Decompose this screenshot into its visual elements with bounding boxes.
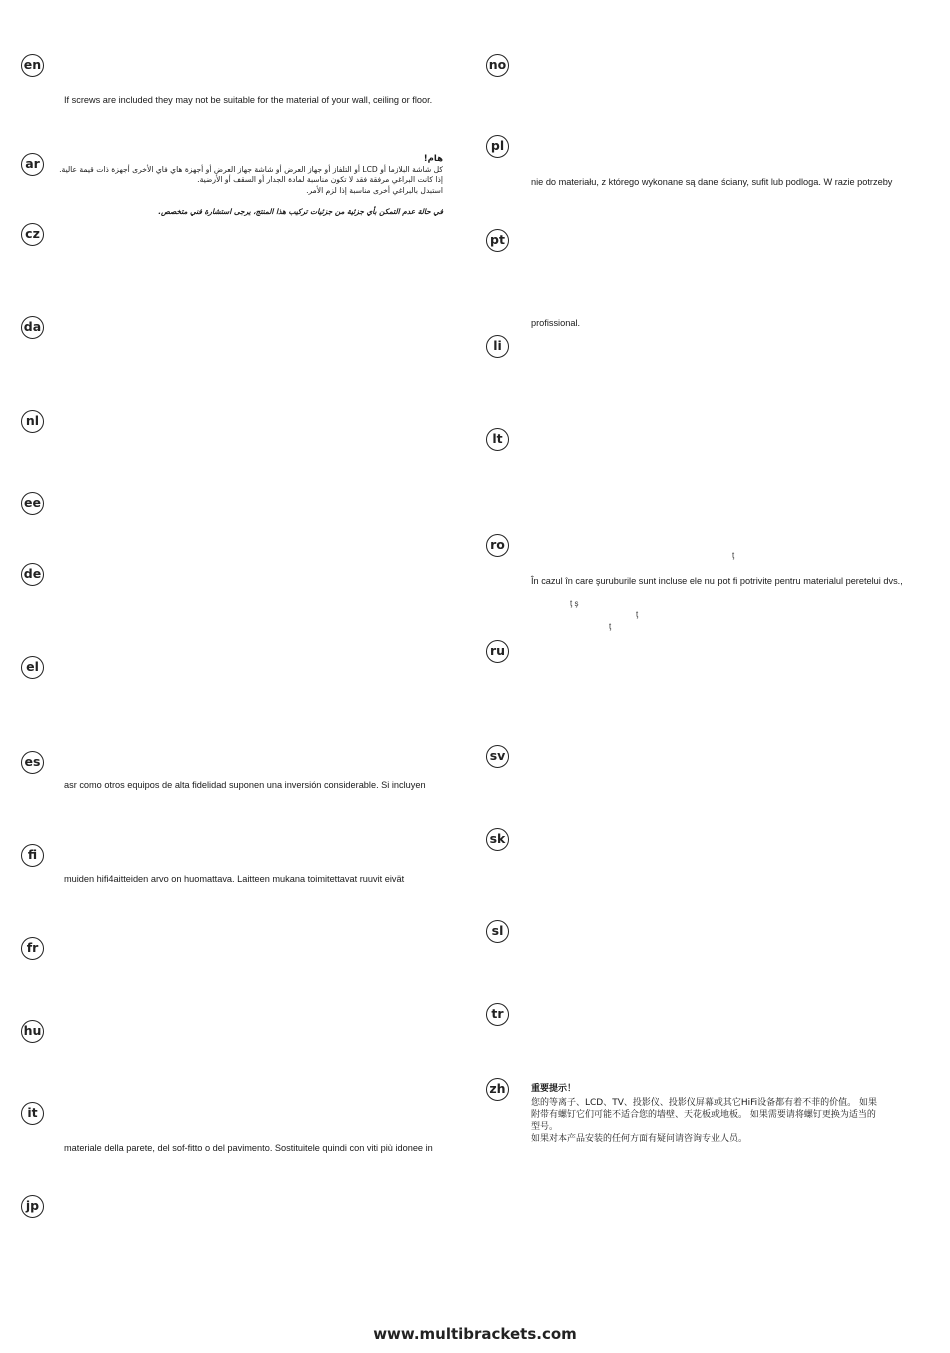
lang-badge-sl: sl [486, 920, 509, 943]
pt-text: profissional. [531, 318, 581, 328]
lang-badge-ru: ru [486, 640, 509, 663]
it-text: materiale della parete, del sof-fitto o del pavimento. Sostituitele quindi con viti più idonee in [64, 1143, 433, 1153]
lang-badge-lt: lt [486, 428, 509, 451]
lang-badge-sk: sk [486, 828, 509, 851]
zh-line-4: 如果对本产品安装的任何方面有疑问请咨询专业人员。 [531, 1134, 748, 1144]
zh-line-3: 型号。 [531, 1122, 559, 1132]
lang-badge-fi: fi [21, 844, 44, 867]
ar-line-1: كل شاشة البلازما أو LCD أو التلفاز أو جهاز العرض أو شاشة جهاز العرض أو أجهزة هاي فاي الأخرى أجهزة ذات قيمة عالية. [59, 165, 443, 174]
es-text: asr como otros equipos de alta fidelidad suponen una inversión considerable. Si incluyen [64, 780, 426, 790]
lang-badge-pl: pl [486, 135, 509, 158]
lang-badge-el: el [21, 656, 44, 679]
lang-badge-cz: cz [21, 223, 44, 246]
pl-text: nie do materiału, z którego wykonane są dane ściany, sufit lub podloga. W razie potrzeby [531, 177, 893, 187]
ro-stray-4: ţ [609, 622, 612, 631]
en-text: If screws are included they may not be suitable for the material of your wall, ceiling or floor. [64, 95, 433, 105]
lang-badge-ar: ar [21, 153, 44, 176]
ro-stray-1: ţ [732, 551, 735, 560]
footer-website: www.multibrackets.com [373, 1325, 577, 1343]
lang-badge-ee: ee [21, 492, 44, 515]
lang-badge-tr: tr [486, 1003, 509, 1026]
lang-badge-sv: sv [486, 745, 509, 768]
zh-heading: 重要提示！ [531, 1084, 577, 1094]
lang-badge-it: it [21, 1102, 44, 1125]
lang-badge-no: no [486, 54, 509, 77]
lang-badge-en: en [21, 54, 44, 77]
lang-badge-li: li [486, 335, 509, 358]
lang-badge-de: de [21, 563, 44, 586]
zh-line-2: 附带有螺钉它们可能不适合您的墙壁、天花板或地板。 如果需要请将螺钉更换为适当的 [531, 1110, 876, 1120]
ro-text: În cazul în care şuruburile sunt incluse ele nu pot fi potrivite pentru materialul peretelui dvs., [531, 576, 903, 586]
lang-badge-jp: jp [21, 1195, 44, 1218]
ro-stray-3: ţ [636, 610, 639, 619]
ar-line-4: في حالة عدم التمكن بأي جزئية من جزئيات تركيب هذا المنتج، يرجى استشارة فني متخصص. [158, 207, 443, 216]
lang-badge-es: es [21, 751, 44, 774]
fi-text: muiden hifi4aitteiden arvo on huomattava. Laitteen mukana toimitettavat ruuvit eivät [64, 874, 405, 884]
ro-stray-2: ţ ş [570, 599, 579, 608]
ar-line-2: إذا كانت البراغي مرفقة فقد لا تكون مناسبة لمادة الجدار أو السقف أو الأرضية. [197, 175, 443, 184]
lang-badge-ro: ro [486, 534, 509, 557]
lang-badge-nl: nl [21, 410, 44, 433]
lang-badge-pt: pt [486, 229, 509, 252]
lang-badge-da: da [21, 316, 44, 339]
ar-heading: هام! [423, 154, 443, 164]
lang-badge-zh: zh [486, 1078, 509, 1101]
lang-badge-fr: fr [21, 937, 44, 960]
ar-line-3: استبدل بالبراغي أخرى مناسبة إذا لزم الأمر. [306, 186, 443, 195]
zh-line-1: 您的等离子、LCD、TV、投影仪、投影仪屏幕或其它HiFi设备都有着不菲的价值。 如果 [531, 1098, 878, 1108]
lang-badge-hu: hu [21, 1020, 44, 1043]
